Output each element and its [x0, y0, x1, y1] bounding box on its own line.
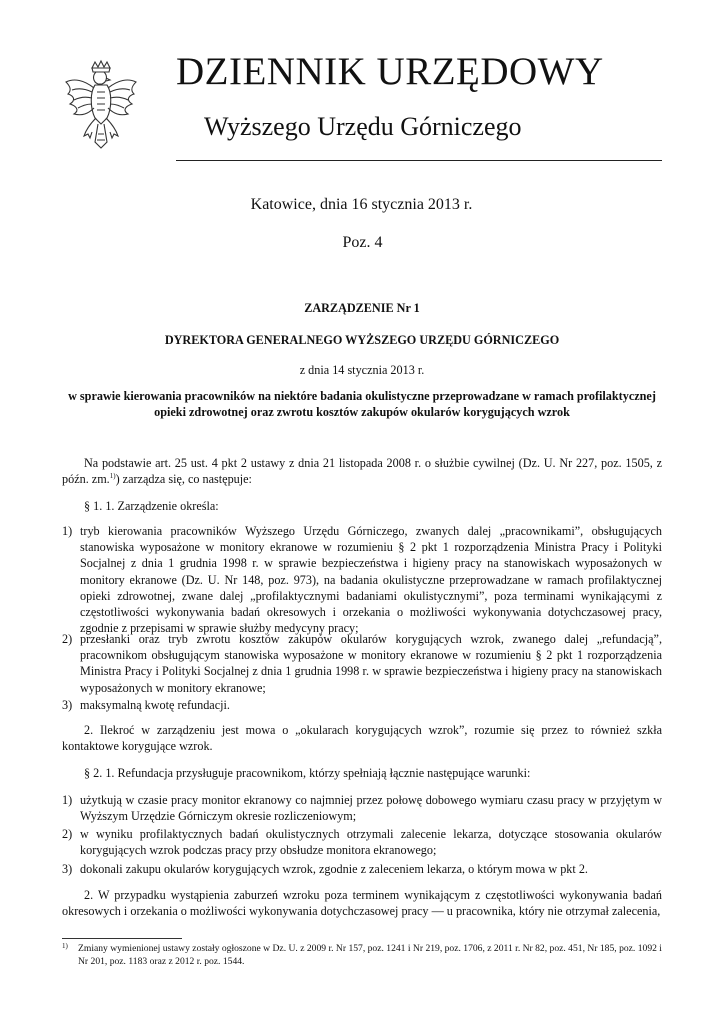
- list-item: 2) w wyniku profilaktycznych badań okulistycznych otrzymali zalecenie lekarza, dotyczące stosowania okularów korygujących wzrok podczas pracy przy obsłudze monitora ekranowego;: [62, 827, 662, 858]
- list-item: 1) tryb kierowania pracowników Wyższego Urzędu Górniczego, zwanych dalej „pracownikami”, obsługujących stanowiska wyposażone w monitory ekranowe w rozumieniu § 2 pkt 1 rozporządzenia Ministra Pracy i Polityki Socjalnej z dnia 1 grudnia 1998 r. w sprawie bezpieczeństwa i higieny pracy na stanowiskach wyposażonych w monitory ekranowe (Dz. U. Nr 148, poz. 973), na badania okulistyczne przeprowadzane w ramach profilaktycznej opieki zdrowotnej, zwane dalej „profilaktycznymi badaniami okulistycznymi”, poza terminami wynikającymi z częstotliwości wykonywania badań okresowych i orzekania o możliwości wykonywania dotychczasowej pracy, zgodnie z przepisami w sprawie służby medycyny pracy;: [62, 524, 662, 636]
- journal-title: DZIENNIK URZĘDOWY: [176, 50, 604, 93]
- list-item: 2) przesłanki oraz tryb zwrotu kosztów zakupów okularów korygujących wzrok, zwanego dalej „refundacją”, pracownikom obsługującym stanowiska wyposażone w monitory ekranowe w rozumieniu § 2 pkt 1 rozporządzenia Ministra Pracy i Polityki Socjalnej z dnia 1 grudnia 1998 r. w sprawie bezpieczeństwa i higieny pracy na stanowiskach wyposażonych w monitory ekranowe;: [62, 632, 662, 695]
- list-item: 1) użytkują w czasie pracy monitor ekranowy co najmniej przez połowę dobowego wymiaru czasu pracy w przyjętym w Wyższym Urzędzie Górniczym okresie rozliczeniowym;: [62, 793, 662, 824]
- polish-eagle-emblem-icon: [62, 58, 140, 158]
- act-date: z dnia 14 stycznia 2013 r.: [299, 363, 425, 377]
- header-divider: [176, 160, 662, 161]
- act-subject-line-2: opieki zdrowotnej oraz zwrotu kosztów zakupów okularów korygujących wzrok: [154, 405, 570, 419]
- act-subject-line-1: w sprawie kierowania pracowników na niektóre badania okulistyczne przeprowadzane w ramach profilaktycznej: [68, 389, 656, 403]
- section-1-paragraph-2: 2. Ilekroć w zarządzeniu jest mowa o „okularach korygujących wzrok”, rozumie się przez to również szkła kontaktowe korygujące wzrok.: [62, 723, 662, 754]
- position-number: Poz. 4: [342, 234, 383, 251]
- footnote-reference: 1): [109, 472, 116, 481]
- list-item: 3) maksymalną kwotę refundacji.: [62, 698, 230, 712]
- place-and-date: Katowice, dnia 16 stycznia 2013 r.: [250, 196, 473, 213]
- preamble: Na podstawie art. 25 ust. 4 pkt 2 ustawy z dnia 21 listopada 2008 r. o służbie cywilnej (Dz. U. Nr 227, poz. 1505, z późn. zm.$^{1)}$) zarządza się, co następuje:: [62, 456, 662, 487]
- section-1-intro: § 1. 1. Zarządzenie określa:: [84, 499, 219, 513]
- act-issuer: DYREKTORA GENERALNEGO WYŻSZEGO URZĘDU GÓRNICZEGO: [164, 333, 560, 347]
- list-item: 3) dokonali zakupu okularów korygujących wzrok, zgodnie z zaleceniem lekarza, o którym mowa w pkt 2.: [62, 862, 588, 876]
- footnote: 1) Zmiany wymienionej ustawy zostały ogłoszone w Dz. U. z 2009 r. Nr 157, poz. 1241 i Nr 219, poz. 1706, z 2011 r. Nr 82, poz. 451, Nr 185, poz. 1092 i Nr 201, poz. 1183 oraz z 2012 r. poz. 1544.: [62, 942, 662, 967]
- section-2-intro: § 2. 1. Refundacja przysługuje pracownikom, którzy spełniają łącznie następujące warunki:: [84, 766, 531, 780]
- footnote-divider: [62, 938, 182, 939]
- footnote-mark: 1): [62, 942, 68, 950]
- section-2-paragraph-2: 2. W przypadku wystąpienia zaburzeń wzroku poza terminem wynikającym z częstotliwości wykonywania badań okresowych i orzekania o możliwości wykonywania dotychczasowej pracy — u pracownika, który nie otrzymał zalecenia,: [62, 888, 662, 919]
- journal-subtitle: Wyższego Urzędu Górniczego: [204, 112, 522, 141]
- act-title: ZARZĄDZENIE Nr 1: [304, 301, 420, 315]
